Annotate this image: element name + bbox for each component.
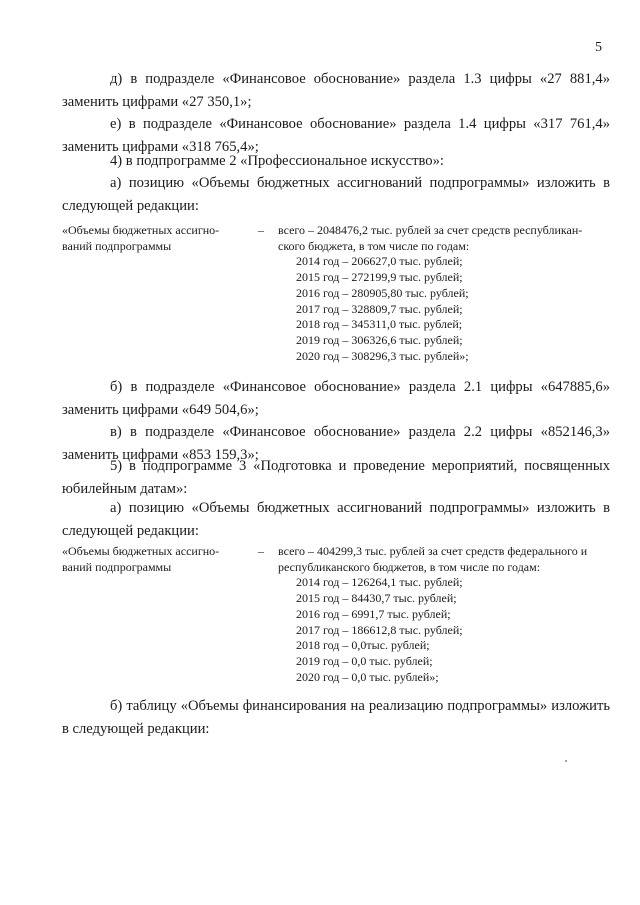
budget-label-line: «Объемы бюджетных ассигно- [62, 223, 220, 237]
budget-label [62, 223, 247, 254]
paragraph-a1: а) позицию «Объемы бюджетных ассигнований подпрограммы» изложить в следующей редакции: [62, 175, 610, 214]
budget-year-line: 2018 год – 0,0тыс. рублей; [296, 638, 430, 653]
budget-total-line: ского бюджета, в том числе по годам: [278, 238, 470, 253]
paragraph-v: в) в подразделе «Финансовое обоснование» раздела 2.2 цифры «852146,3» заменить цифрами «853 159,3»; [62, 424, 610, 463]
budget-total-line: всего – 2048476,2 тыс. рублей за счет средств республикан- [278, 223, 583, 237]
dash: – [258, 544, 264, 558]
budget-label-line: ваний подпрограммы [62, 238, 172, 253]
budget-year-line: 2020 год – 308296,3 тыс. рублей»; [296, 348, 469, 363]
budget-year-line: 2018 год – 345311,0 тыс. рублей; [296, 317, 463, 332]
budget-year-line: 2017 год – 328809,7 тыс. рублей; [296, 301, 463, 316]
budget-label-line: «Объемы бюджетных ассигно- [62, 544, 220, 558]
budget-year-line: 2014 год – 126264,1 тыс. рублей; [296, 575, 463, 590]
paragraph-d: д) в подразделе «Финансовое обоснование» раздела 1.3 цифры «27 881,4» заменить цифрами «27 350,1»; [62, 71, 610, 110]
budget-year-line: 2015 год – 272199,9 тыс. рублей; [296, 270, 463, 285]
budget-year-line: 2019 год – 306326,6 тыс. рублей; [296, 332, 463, 347]
budget-year-line: 2019 год – 0,0 тыс. рублей; [296, 653, 433, 668]
budget-year-line: 2015 год – 84430,7 тыс. рублей; [296, 591, 457, 606]
budget-label-line: ваний подпрограммы [62, 559, 172, 574]
budget-year-line: 2016 год – 280905,80 тыс. рублей; [296, 285, 469, 300]
scan-artifact [565, 760, 567, 762]
budget-body [278, 223, 616, 364]
paragraph-b2: б) таблицу «Объемы финансирования на реализацию подпрограммы» изложить в следующей редакции: [62, 698, 610, 737]
paragraph-subprogram-3: 5) в подпрограмме 3 «Подготовка и проведение мероприятий, посвященных юбилейным датам»: [62, 458, 610, 497]
budget-year-line: 2020 год – 0,0 тыс. рублей»; [296, 669, 439, 684]
budget-body [278, 544, 616, 685]
budget-total-line: всего – 404299,3 тыс. рублей за счет средств федерального и [278, 544, 588, 558]
paragraph-subprogram-2: 4) в подпрограмме 2 «Профессиональное искусство»: [110, 153, 444, 169]
paragraph-a2: а) позицию «Объемы бюджетных ассигнований подпрограммы» изложить в следующей редакции: [62, 500, 610, 539]
page-number: 5 [595, 40, 602, 55]
dash: – [258, 223, 264, 237]
paragraph-e: е) в подразделе «Финансовое обоснование» раздела 1.4 цифры «317 761,4» заменить цифрами «318 765,4»; [62, 116, 610, 155]
budget-year-line: 2017 год – 186612,8 тыс. рублей; [296, 622, 463, 637]
budget-label [62, 544, 247, 575]
budget-year-line: 2016 год – 6991,7 тыс. рублей; [296, 606, 451, 621]
budget-year-line: 2014 год – 206627,0 тыс. рублей; [296, 254, 463, 269]
paragraph-b1: б) в подразделе «Финансовое обоснование» раздела 2.1 цифры «647885,6» заменить цифрами «649 504,6»; [62, 379, 610, 418]
budget-total-line: республиканского бюджетов, в том числе по годам: [278, 559, 541, 574]
